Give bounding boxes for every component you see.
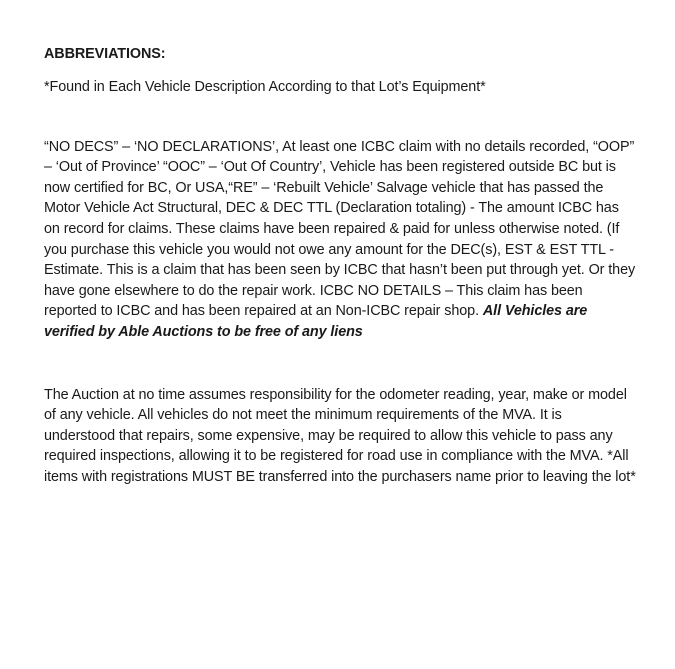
abbreviations-heading: ABBREVIATIONS: — [44, 46, 166, 62]
disclaimer-text: The Auction at no time assumes responsibility for the odometer reading, year, make or model of any vehicle. All vehicles do not meet the minimum requirements of the MVA. It is understood that repairs, some expensive, may be required to allow this vehicle to pass any required inspections, allowing it to be registered for road use in compliance with the MVA. — [44, 386, 627, 465]
segment-rebuilt: “RE” – ‘Rebuilt Vehicle — [228, 179, 370, 196]
segment-icbc-no-details-desc: This claim has been reported to ICBC and has been repaired at an Non-ICBC repair shop. — [44, 282, 583, 320]
segment-dec-ttl: DEC & DEC TTL (Declaration totaling) - — [225, 200, 475, 217]
segment-liens-notice: All Vehicles are verified by Able Auctions to be free of any liens — [44, 303, 588, 340]
segment-no-decs: “NO DECS” – ‘NO DECLARATIONS’, — [44, 138, 280, 155]
segment-rebuilt-desc: ’ Salvage vehicle that has passed the Motor Vehicle Act Structural, — [44, 179, 604, 217]
segment-oop-ooc: “OOP” – ‘Out of Province’ “OOC” – ‘Out Of Country’, — [44, 138, 635, 176]
disclaimer-paragraph — [44, 385, 636, 488]
segment-oop-ooc-desc: Vehicle has been registered outside BC but is now certified for BC, Or USA, — [44, 159, 616, 196]
abbreviations-subtitle: *Found in Each Vehicle Description According to that Lot’s Equipment* — [44, 79, 486, 95]
segment-est-ttl-desc: Estimate. This is a claim that has been seen by ICBC that hasn’t been put through yet. Or they have gone elsewhere to do the repair work. — [44, 262, 636, 299]
segment-no-decs-desc: At least one ICBC claim with no details recorded, — [279, 138, 594, 155]
segment-icbc-no-details: ICBC NO DETAILS – — [319, 282, 453, 299]
abbreviations-paragraph — [44, 137, 636, 343]
document-body — [44, 44, 636, 488]
segment-est-ttl: EST & EST TTL - — [504, 241, 614, 258]
registration-transfer-notice: *All items with registrations MUST BE transferred into the purchasers name prior to leaving the lot* — [44, 448, 636, 485]
segment-dec-ttl-desc: The amount ICBC has on record for claims. These claims have been repaired & paid for unless otherwise noted. (If you purchase this vehicle you would not owe any amount for the DEC(s), — [44, 200, 620, 258]
